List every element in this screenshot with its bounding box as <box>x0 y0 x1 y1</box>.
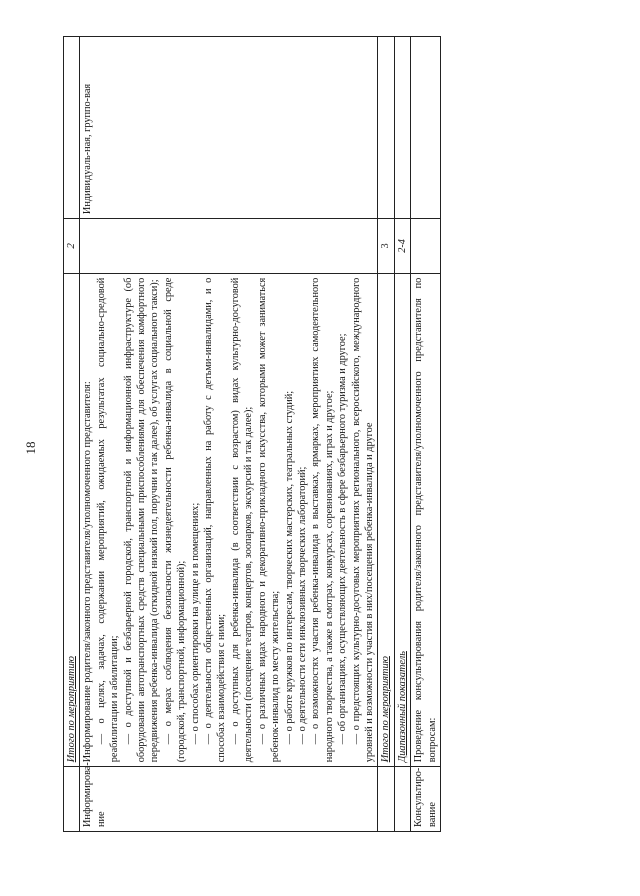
events-table <box>63 36 441 832</box>
cell-empty <box>80 219 378 274</box>
activity-name: Информирова-ние <box>80 767 378 832</box>
cell-empty <box>411 219 441 274</box>
page-number: 18 <box>23 441 38 455</box>
summary-value: 3 <box>378 219 394 274</box>
form-label: Индивидуаль-ная, группо-вая <box>82 83 94 215</box>
cell-empty <box>378 37 394 219</box>
activity-name: Консультиро-вание <box>411 767 441 832</box>
range-label: Диапазонный показатель <box>396 651 408 763</box>
list-item: — о возможностях участия ребенка-инвалида в выставках, ярмарках, мероприятиях самодеятельного народного творчества, а также в смотрах, конкурсах, соревнованиях, играх и другое; <box>310 277 335 763</box>
list-item: — о мерах соблюдения безопасности жизнедеятельности ребенка-инвалида в социальной среде (городской, транспортной, информационной); <box>162 277 188 763</box>
range-cell <box>394 273 410 767</box>
cell-empty <box>394 37 410 219</box>
summary-top-cell <box>64 273 80 767</box>
table-row-range <box>394 37 410 832</box>
cell-empty <box>378 767 394 832</box>
list-item: — о различных видах народного и декоративно-прикладного искусства, которыми может заниматься ребенок-инвалид по месту жительства; <box>256 277 282 763</box>
cell-empty <box>64 767 80 832</box>
informing-content <box>80 273 378 767</box>
cell-empty <box>64 37 80 219</box>
table-row-informing <box>80 37 378 832</box>
list-item: — о доступных для ребенка-инвалида (в соответствии с возрастом) видах культурно-досуговой деятельности (посещение театров, концертов, зоопарков, экскурсий и так далее); <box>229 277 255 763</box>
list-item: — о деятельности общественных организаций, направленных на работу с детьми-инвалидами, и о способах взаимодействия с ними; <box>203 277 228 763</box>
list-item: — о деятельности сети инклюзивных творческих лабораторий; <box>296 466 308 745</box>
list-item: — об организациях, осуществляющих деятельность в сфере безбарьерного туризма и другое; <box>337 333 349 745</box>
summary-cell <box>378 273 394 767</box>
table-row-consulting <box>411 37 441 832</box>
range-value: 2-4 <box>394 219 410 274</box>
column-number: 2 <box>64 219 80 274</box>
cell-empty <box>411 37 441 219</box>
table-row <box>64 37 80 832</box>
summary-top-label: Итого по мероприятию <box>66 656 77 763</box>
list-item: — о способах ориентировки на улице и в помещениях; <box>189 502 201 745</box>
consulting-content: Проведение консультирования родителя/законного представителя/уполномоченного представителя по вопросам: <box>411 273 441 767</box>
informing-intro: Информирование родителя/законного представителя/уполномоченного представителя: <box>82 381 94 763</box>
list-item: — о целях, задачах, содержании мероприятий, ожидаемых результатах социально-средовой реабилитации и абилитации; <box>95 277 121 763</box>
form-cell <box>80 37 378 219</box>
rotated-page <box>63 36 615 832</box>
list-item: — о работе кружков по интересам, творческих мастерских, театральных студий; <box>283 390 295 745</box>
cell-empty <box>394 767 410 832</box>
table-row-summary <box>378 37 394 832</box>
list-item: — о предстоящих культурно-досуговых мероприятиях регионального, всероссийского, международного уровней и возможности участия в них/посещения ребенка-инвалида и другое <box>350 277 375 763</box>
list-item: — о доступной и безбарьерной городской, транспортной и информационной инфраструктуре (об оборудовании автотранспортных средств специальными приспособлениями для обеспечения комфортного передвижения ребенка-инвалида (откидной низкий пол, поручни и так далее), об услугах социального такси); <box>122 277 161 763</box>
summary-label: Итого по мероприятию <box>380 656 392 763</box>
